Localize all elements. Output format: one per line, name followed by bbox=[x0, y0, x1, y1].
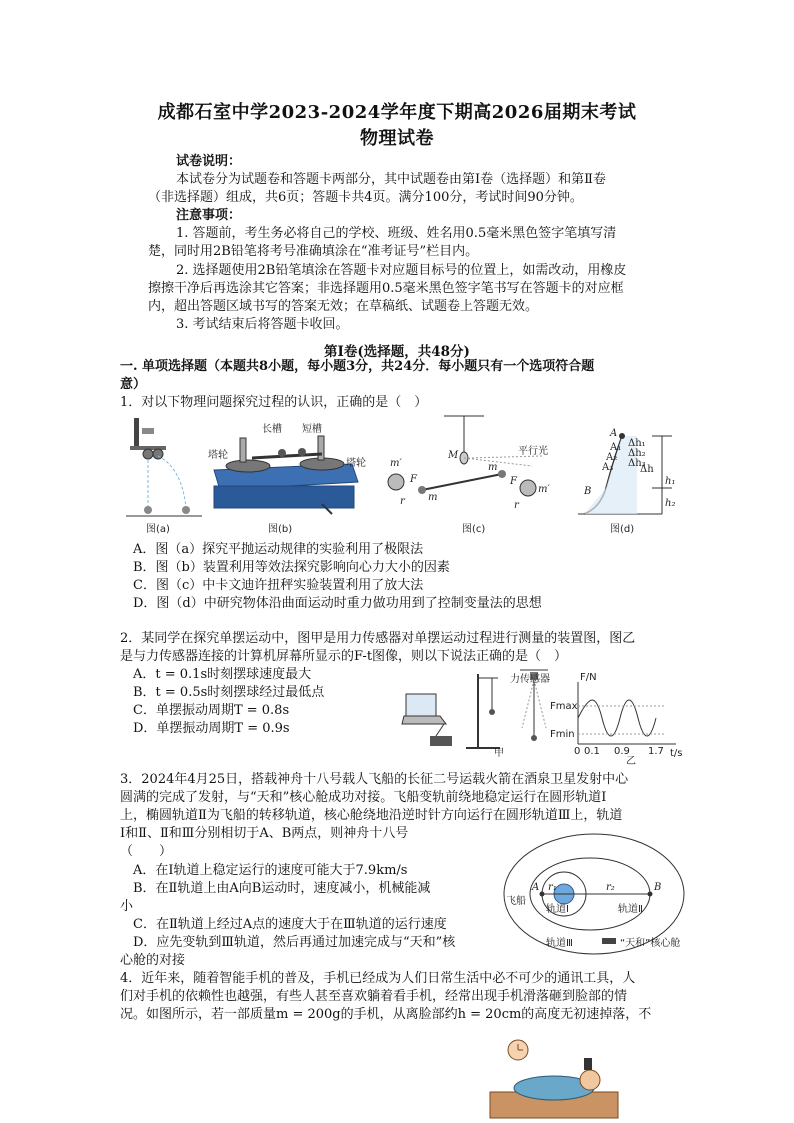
q2-option-d: D．单摆振动周期T = 0.9s bbox=[133, 721, 290, 736]
q4-stem: 4．近年来，随着智能手机的普及，手机已经成为人们日常生活中必不可少的通讯工具，人 bbox=[120, 971, 636, 986]
graph-tick: 1.7 bbox=[648, 746, 664, 757]
label-dh3: Δh₃ bbox=[628, 458, 646, 469]
label-r-right: r bbox=[514, 500, 519, 511]
q2-stem: 是与力传感器连接的计算机屏幕所显示的F-t图像，则以下说法正确的是（ ） bbox=[120, 649, 568, 664]
figure-jia-caption: 甲 bbox=[494, 748, 504, 759]
q3-option-d: D．应先变轨到Ⅲ轨道，然后再通过加速完成与“天和”核 bbox=[133, 935, 456, 950]
q3-stem: Ⅰ和Ⅱ、Ⅱ和Ⅲ分别相切于A、B两点，则神舟十八号 bbox=[120, 826, 409, 841]
label-tower-wheel-left: 塔轮 bbox=[208, 450, 228, 461]
q3-option-d: 心舱的对接 bbox=[120, 953, 186, 968]
figure-jia bbox=[402, 670, 550, 759]
figure-b bbox=[208, 422, 366, 535]
section-title: 第Ⅰ卷(选择题，共48分) bbox=[324, 344, 470, 360]
note-2: 内，超出答题区域书写的答案无效；在草稿纸、试题卷上答题无效。 bbox=[148, 299, 539, 314]
label-dh2: Δh₂ bbox=[628, 448, 646, 459]
note-3: 3. 考试结束后将答题卡收回。 bbox=[176, 317, 349, 332]
q2-stem: 2．某同学在探究单摆运动中，图甲是用力传感器对单摆运动过程进行测量的装置图，图乙 bbox=[120, 631, 636, 646]
label-m-prime-right: m′ bbox=[538, 484, 550, 495]
figure-a-caption: 图(a) bbox=[146, 524, 170, 535]
label-orbit-1: 轨道Ⅰ bbox=[546, 904, 569, 915]
graph-tick: 0 bbox=[574, 746, 581, 757]
q4-illustration bbox=[490, 1036, 620, 1118]
q2-figures bbox=[400, 664, 686, 767]
label-h2: h₂ bbox=[665, 498, 676, 509]
graph-tick: 0.1 bbox=[584, 746, 600, 757]
label-point-B: B bbox=[584, 486, 592, 497]
label-dh: Δh bbox=[640, 464, 654, 475]
label-A2: A₂ bbox=[606, 452, 618, 463]
q2-option-c: C．单摆振动周期T = 0.8s bbox=[133, 703, 290, 718]
q1-option-d: D．图（d）中研究物体沿曲面运动时重力做功用到了控制变量法的思想 bbox=[133, 596, 542, 611]
exam-title: 成都石室中学2023-2024学年度下期高2026届期末考试 bbox=[157, 102, 637, 123]
q3-paren: （ ） bbox=[120, 844, 173, 859]
notes-label: 注意事项： bbox=[176, 208, 242, 223]
label-point-A: A bbox=[532, 882, 540, 893]
q4-stem: 们对手机的依赖性也越强，有些人甚至喜欢躺着看手机，经常出现手机滑落砸到脸部的情 bbox=[120, 989, 628, 1004]
note-1: 1. 答题前，考生务必将自己的学校、班级、姓名用0.5毫米黑色签字笔填写清 bbox=[176, 226, 617, 241]
label-parallel-light: 平行光 bbox=[518, 446, 548, 457]
q1-figures bbox=[122, 408, 682, 538]
q1-option-b: B．图（b）装置利用等效法探究影响向心力大小的因素 bbox=[133, 560, 450, 575]
label-force-sensor: 力传感器 bbox=[510, 674, 550, 685]
q1-option-c: C．图（c）中卡文迪许扭秤实验装置利用了放大法 bbox=[133, 578, 424, 593]
q1-option-a: A．图（a）探究平抛运动规律的实验利用了极限法 bbox=[133, 542, 424, 557]
label-point-B: B bbox=[654, 882, 662, 893]
q2-option-b: B．t = 0.5s时刻摆球经过最低点 bbox=[133, 685, 325, 700]
label-r1: r₁ bbox=[548, 882, 557, 893]
figure-c bbox=[388, 416, 550, 535]
note-2: 2. 选择题使用2B铅笔填涂在答题卡对应题目标号的位置上，如需改动，用橡皮 bbox=[176, 263, 627, 278]
note-1: 楚，同时用2B铅笔将考号准确填涂在“准考证号”栏目内。 bbox=[148, 244, 479, 259]
graph-ylabel: F/N bbox=[580, 672, 597, 683]
q3-option-b: B．在Ⅱ轨道上由A向B运动时，速度减小，机械能减 bbox=[133, 881, 431, 896]
graph-fmax: Fmax bbox=[550, 701, 578, 712]
label-tower-wheel-right: 塔轮 bbox=[346, 458, 366, 469]
label-m-left: m bbox=[428, 492, 438, 503]
label-M: M bbox=[448, 450, 459, 461]
figure-c-caption: 图(c) bbox=[462, 524, 486, 535]
q3-stem: 圆满的完成了发射，与“天和”核心舱成功对接。飞船变轨前绕地稳定运行在圆形轨道Ⅰ bbox=[120, 790, 607, 805]
label-orbit-2: 轨道Ⅱ bbox=[618, 904, 643, 915]
label-point-A: A bbox=[610, 428, 618, 439]
label-spacecraft: 飞船 bbox=[506, 896, 526, 907]
label-long-groove: 长槽 bbox=[262, 424, 282, 435]
label-r2: r₂ bbox=[606, 882, 615, 893]
graph-xlabel: t/s bbox=[670, 748, 683, 759]
instructions-text: 本试卷分为试题卷和答题卡两部分，其中试题卷由第Ⅰ卷（选择题）和第Ⅱ卷 bbox=[176, 172, 606, 187]
figure-yi-caption: 乙 bbox=[626, 756, 636, 767]
label-F-right: F bbox=[510, 476, 517, 487]
exam-subtitle: 物理试卷 bbox=[360, 128, 434, 149]
graph-tick: 0.9 bbox=[614, 746, 630, 757]
q3-option-a: A．在Ⅰ轨道上稳定运行的速度可能大于7.9km/s bbox=[133, 863, 408, 878]
label-h1: h₁ bbox=[665, 476, 676, 487]
instructions-text: （非选择题）组成，共6页；答题卡共4页。满分100分，考试时间90分钟。 bbox=[148, 190, 583, 205]
graph-fmin: Fmin bbox=[550, 729, 575, 740]
figure-d bbox=[578, 428, 675, 535]
q3-option-b: 小 bbox=[120, 899, 134, 914]
note-2: 擦擦干净后再选涂其它答案；非选择题用0.5毫米黑色签字笔书写在答题卡的对应框 bbox=[148, 281, 624, 296]
q3-orbit-figure bbox=[494, 828, 690, 962]
figure-yi bbox=[550, 672, 683, 767]
label-A3: A₃ bbox=[602, 462, 614, 473]
label-dh1: Δh₁ bbox=[628, 438, 646, 449]
label-r-left: r bbox=[400, 496, 405, 507]
part-heading: 一. 单项选择题（本题共8小题，每小题3分，共24分．每小题只有一个选项符合题 bbox=[120, 359, 595, 374]
q4-stem: 况。如图所示，若一部质量m = 200g的手机，从离脸部约h = 20cm的高度无初速掉落，不 bbox=[120, 1007, 652, 1022]
q2-option-a: A．t = 0.1s时刻摆球速度最大 bbox=[133, 667, 312, 682]
q3-option-c: C．在Ⅱ轨道上经过A点的速度大于在Ⅲ轨道的运行速度 bbox=[133, 917, 447, 932]
figure-b-caption: 图(b) bbox=[268, 524, 293, 535]
label-A1: A₁ bbox=[610, 442, 622, 453]
figure-a bbox=[126, 418, 202, 535]
instructions-label: 试卷说明： bbox=[176, 154, 242, 169]
q3-stem: 3．2024年4月25日，搭载神舟十八号载人飞船的长征二号运载火箭在酒泉卫星发射中心 bbox=[120, 772, 629, 787]
label-m-right: m bbox=[488, 462, 498, 473]
q3-stem: 上，椭圆轨道Ⅱ为飞船的转移轨道，核心舱绕地沿逆时针方向运行在圆形轨道Ⅲ上，轨道 bbox=[120, 808, 623, 823]
label-F-left: F bbox=[410, 474, 417, 485]
figure-d-caption: 图(d) bbox=[610, 524, 635, 535]
label-m-prime-left: m′ bbox=[390, 458, 402, 469]
q1-stem: 1．对以下物理问题探究过程的认识，正确的是（ ） bbox=[120, 395, 428, 410]
label-short-groove: 短槽 bbox=[302, 424, 322, 435]
label-core-module: “天和”核心舱 bbox=[620, 938, 681, 949]
label-orbit-3: 轨道Ⅲ bbox=[546, 938, 573, 949]
part-heading: 意） bbox=[120, 377, 147, 392]
